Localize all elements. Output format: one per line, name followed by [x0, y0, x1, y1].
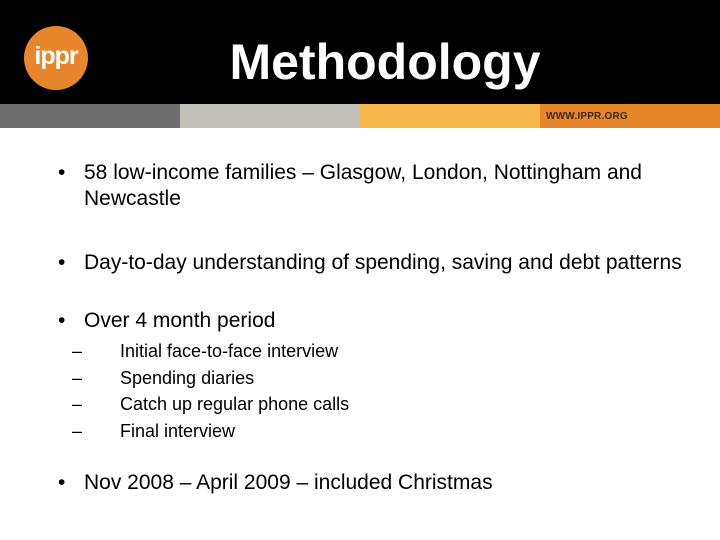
website-url: WWW.IPPR.ORG — [546, 111, 628, 122]
bullet-text: Day-to-day understanding of spending, saving and debt patterns — [84, 251, 682, 274]
bullet-item — [58, 250, 698, 276]
header-bar — [0, 0, 720, 104]
sub-item — [58, 365, 698, 392]
bullet-icon: • — [58, 309, 66, 332]
header-stripe-light-grey — [180, 104, 360, 128]
bullet-item — [58, 160, 698, 212]
slide-title: Methodology — [229, 34, 541, 90]
slide-content — [58, 160, 698, 496]
sub-item-text: Final interview — [120, 420, 236, 441]
sub-item-text: Initial face-to-face interview — [120, 341, 339, 361]
sub-item-text: Catch up regular phone calls — [120, 394, 350, 414]
dash-icon: – — [72, 394, 83, 414]
bullet-icon: • — [58, 251, 66, 274]
ippr-logo: ippr — [24, 26, 88, 90]
sub-item — [58, 418, 698, 445]
bullet-item — [58, 470, 698, 496]
dash-icon: – — [72, 367, 83, 388]
bullet-text: 58 low-income families – Glasgow, London, Nottingham and Newcastle — [84, 161, 642, 210]
bullet-text: Nov 2008 – April 2009 – included Christmas — [84, 471, 493, 494]
bullet-text: Over 4 month period — [84, 309, 276, 332]
bullet-item — [58, 308, 698, 334]
bullet-icon: • — [58, 161, 66, 184]
sub-list — [58, 338, 698, 444]
dash-icon: – — [72, 341, 83, 361]
header-stripe-yellow — [360, 104, 540, 128]
sub-item-text: Spending diaries — [120, 367, 255, 388]
sub-item — [58, 338, 698, 365]
dash-icon: – — [72, 420, 83, 441]
bullet-icon: • — [58, 471, 66, 494]
header-stripe-grey — [0, 104, 180, 128]
sub-item — [58, 391, 698, 418]
